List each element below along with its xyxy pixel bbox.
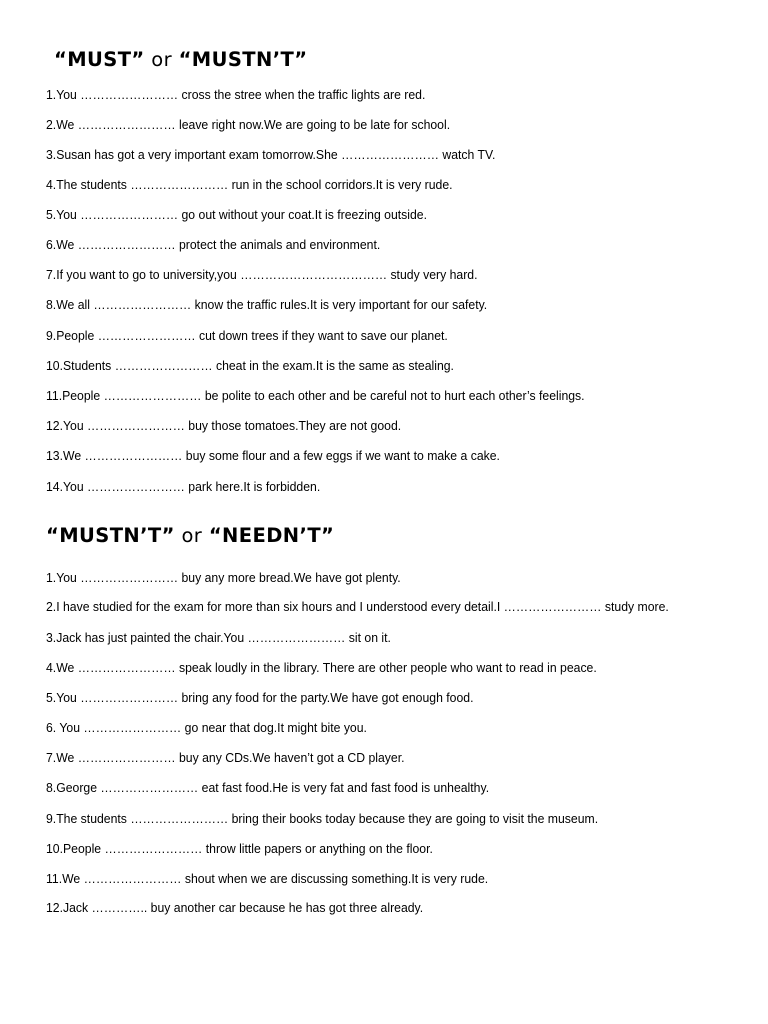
exercise-item: 4.The students …………………… run in the school corridors.It is very rude. — [46, 177, 453, 192]
exercise-item: 11.We …………………… shout when we are discussing something.It is very rude. — [46, 871, 489, 886]
exercise-item: 13.We …………………… buy some flour and a few eggs if we want to make a cake. — [46, 448, 500, 463]
exercise-item: 1.You …………………… buy any more bread.We have got plenty. — [46, 570, 401, 585]
exercise-item: 12.Jack ………….. buy another car because he has got three already. — [46, 900, 424, 915]
exercise-item: 9.The students …………………… bring their books today because they are going to visit the museum. — [46, 811, 599, 826]
heading-word-mustnt: “MUSTN’T” — [178, 48, 308, 71]
exercise-item: 11.People …………………… be polite to each other and be careful not to hurt each other’s feelings. — [46, 388, 585, 403]
exercise-item: 4.We …………………… speak loudly in the library. There are other people who want to read in peace. — [46, 660, 597, 675]
heading-word-mustnt: “MUSTN’T” — [46, 524, 175, 547]
exercise-item: 9.People …………………… cut down trees if they want to save our planet. — [46, 328, 448, 343]
section-heading-mustnt-neednt — [46, 524, 334, 547]
exercise-item: 10.Students …………………… cheat in the exam.It is the same as stealing. — [46, 358, 454, 373]
exercise-item: 8.We all …………………… know the traffic rules.It is very important for our safety. — [46, 297, 488, 312]
exercise-item: 5.You …………………… bring any food for the party.We have got enough food. — [46, 690, 474, 705]
exercise-item: 10.People …………………… throw little papers or anything on the floor. — [46, 841, 433, 856]
exercise-item: 7.If you want to go to university,you ……………………………… study very hard. — [46, 267, 478, 282]
heading-word-neednt: “NEEDN’T” — [208, 524, 335, 547]
exercise-item: 6.We …………………… protect the animals and environment. — [46, 237, 381, 252]
section-heading-must-mustnt — [54, 48, 307, 71]
exercise-item: 2.We …………………… leave right now.We are going to be late for school. — [46, 117, 451, 132]
exercise-item: 5.You …………………… go out without your coat.It is freezing outside. — [46, 207, 427, 222]
exercise-item: 14.You …………………… park here.It is forbidden. — [46, 479, 321, 494]
heading-word-or: or — [181, 524, 203, 547]
exercise-item: 1.You …………………… cross the stree when the traffic lights are red. — [46, 87, 426, 102]
exercise-item: 8.George …………………… eat fast food.He is very fat and fast food is unhealthy. — [46, 780, 490, 795]
exercise-item: 3.Jack has just painted the chair.You …………………… sit on it. — [46, 630, 391, 645]
exercise-item: 7.We …………………… buy any CDs.We haven’t got a CD player. — [46, 750, 405, 765]
exercise-item: 2.I have studied for the exam for more than six hours and I understood every detail.I …………………… study more. — [46, 599, 669, 614]
exercise-item: 12.You …………………… buy those tomatoes.They are not good. — [46, 418, 402, 433]
heading-word-must: “MUST” — [54, 48, 145, 71]
exercise-item: 3.Susan has got a very important exam tomorrow.She …………………… watch TV. — [46, 147, 496, 162]
heading-word-or: or — [151, 48, 172, 71]
exercise-item: 6. You …………………… go near that dog.It might bite you. — [46, 720, 367, 735]
